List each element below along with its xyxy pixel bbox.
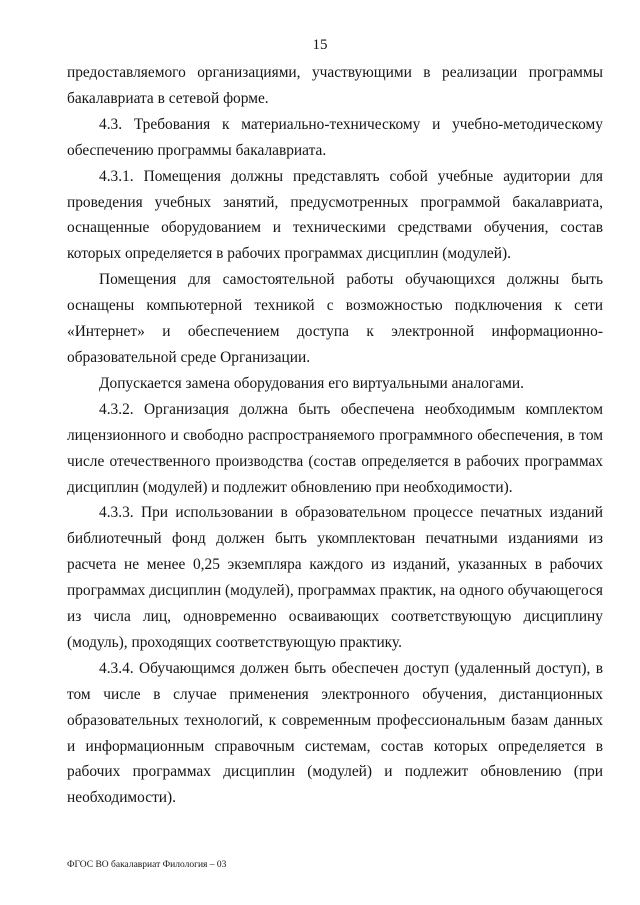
page-number: 15 [312, 37, 328, 53]
paragraph-section-4-3-4: 4.3.4. Обучающимся должен быть обеспечен доступ (удаленный доступ), в том числе в случае применения электронного обучения, дистанционных образовательных технологий, к современным профессиональным базам данных и информационным справочным системам, состав которых определяется в рабочих программах дисциплин (модулей) и подлежит обновлению (при необходимости). [67, 659, 603, 807]
paragraph-section-4-3-3: 4.3.3. При использовании в образовательном процессе печатных изданий библиотечный фонд должен быть укомплектован печатными изданиями из расчета не менее 0,25 экземпляра каждого из изданий, указанных в рабочих программах дисциплин (модулей), программах практик, на одного обучающегося из числа лиц, одновременно осваивающих соответствующую дисциплину (модуль), проходящих соответствующую практику. [67, 504, 603, 651]
paragraph-virtual-analogs: Допускается замена оборудования его виртуальными аналогами. [99, 374, 524, 392]
paragraph-continuation: предоставляемого организациями, участвующими в реализации программы бакалавриата в сетевой форме. [67, 64, 603, 107]
paragraph-section-4-3-2: 4.3.2. Организация должна быть обеспечена необходимым комплектом лицензионного и свободно распространяемого программного обеспечения, в том числе отечественного производства (состав определяется в рабочих программах дисциплин (модулей) и подлежит обновлению при необходимости). [67, 400, 603, 496]
paragraph-section-4-3-1: 4.3.1. Помещения должны представлять собой учебные аудитории для проведения учебных занятий, предусмотренных программой бакалавриата, оснащенные оборудованием и техническими средствами обучения, состав которых определяется в рабочих программах дисциплин (модулей). [67, 167, 603, 263]
document-body [67, 60, 603, 811]
footer-note: ФГОС ВО бакалавриат Филология – 03 [67, 860, 227, 870]
paragraph-section-4-3: 4.3. Требования к материально-техническому и учебно-методическому обеспечению программы бакалавриата. [67, 115, 603, 159]
paragraph-self-study-rooms: Помещения для самостоятельной работы обучающихся должны быть оснащены компьютерной техникой с возможностью подключения к сети «Интернет» и обеспечением доступа к электронной информационно-образовательной среде Организации. [67, 271, 603, 366]
